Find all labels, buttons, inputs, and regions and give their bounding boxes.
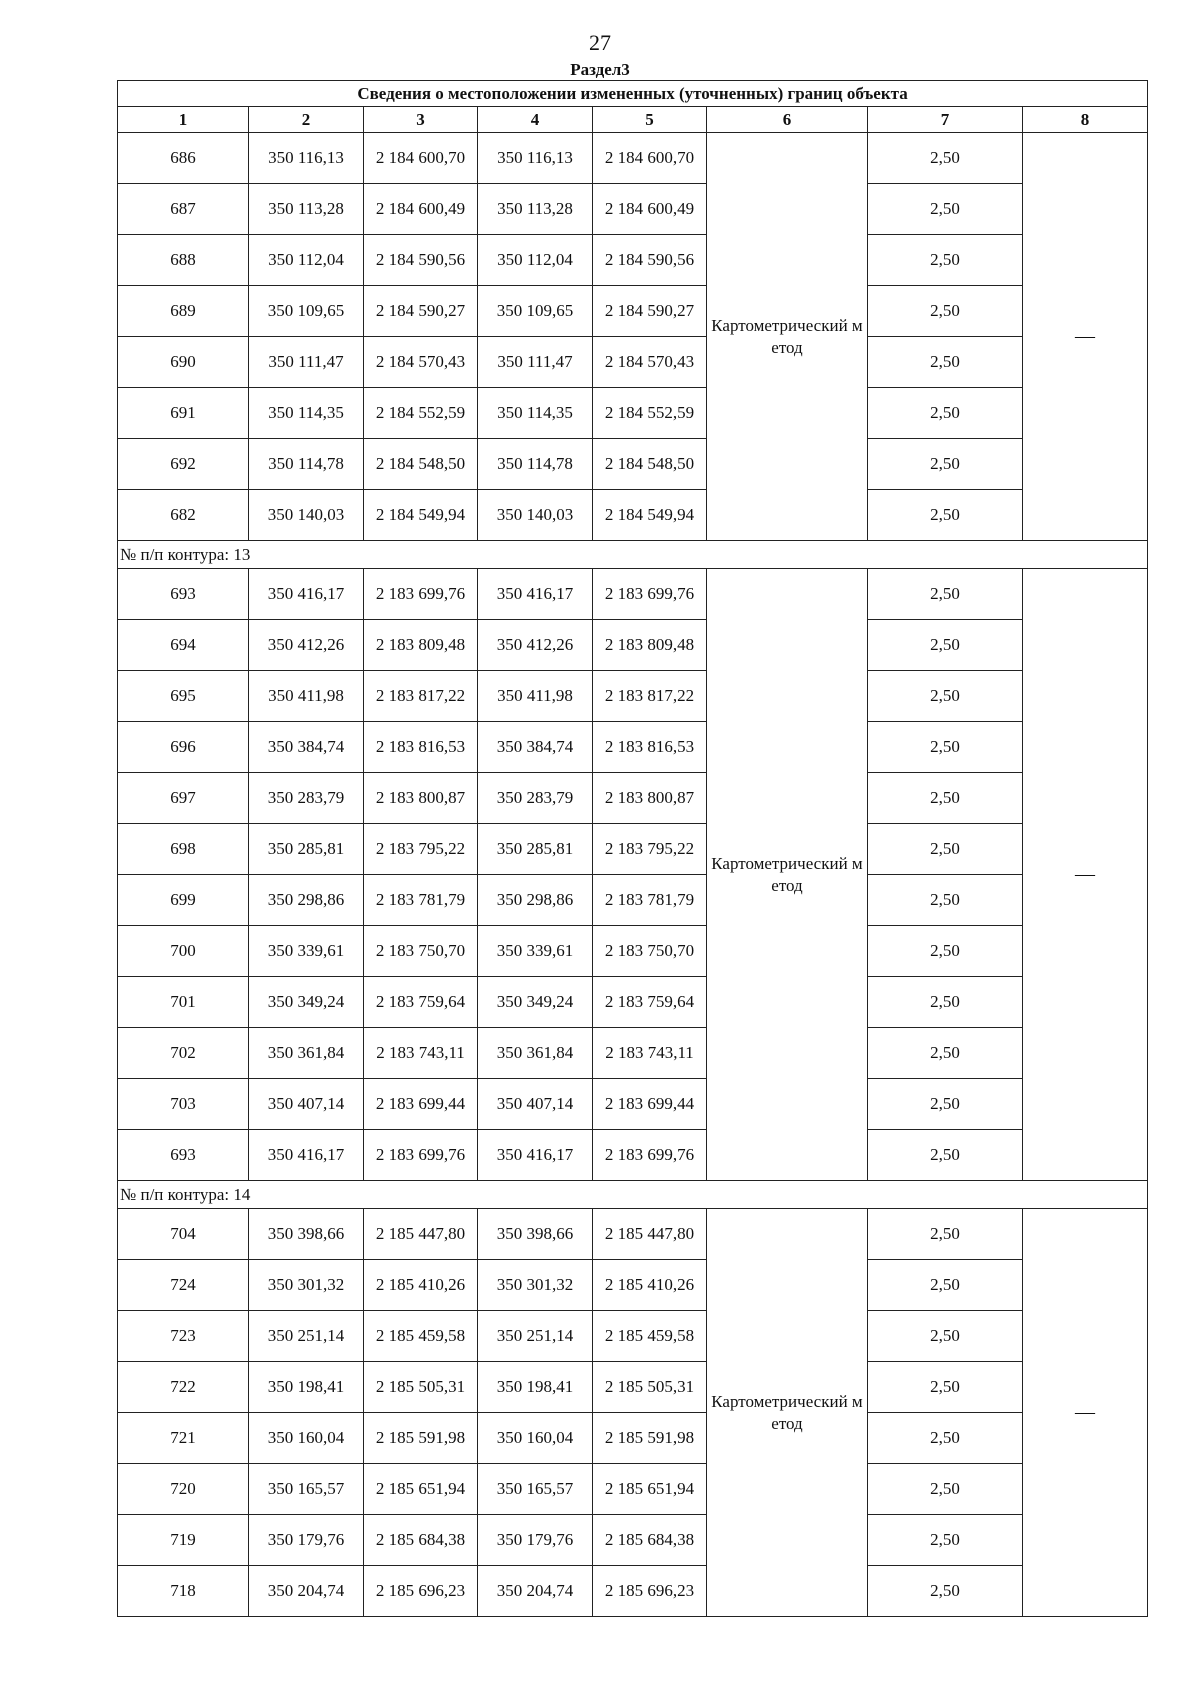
table-cell: 350 116,13 <box>249 133 364 184</box>
table-cell: 2 183 759,64 <box>593 977 707 1028</box>
table-cell: 2,50 <box>868 1464 1023 1515</box>
table-cell: 2 183 699,76 <box>593 569 707 620</box>
table-cell: 2 184 549,94 <box>593 490 707 541</box>
table-row <box>118 439 1148 490</box>
table-cell: 350 204,74 <box>478 1566 593 1617</box>
col8-cell: — <box>1023 569 1148 1181</box>
table-cell: 724 <box>118 1260 249 1311</box>
table-cell: 2 185 696,23 <box>593 1566 707 1617</box>
table-cell: 2,50 <box>868 620 1023 671</box>
table-cell: 350 416,17 <box>249 569 364 620</box>
table-cell: 2 183 795,22 <box>364 824 478 875</box>
table-cell: 2,50 <box>868 1209 1023 1260</box>
column-header: 8 <box>1023 107 1148 133</box>
table-row <box>118 620 1148 671</box>
table-cell: 2 185 410,26 <box>593 1260 707 1311</box>
table-cell: 701 <box>118 977 249 1028</box>
table-cell: 2 183 699,44 <box>364 1079 478 1130</box>
column-header: 7 <box>868 107 1023 133</box>
table-cell: 694 <box>118 620 249 671</box>
table-cell: 2,50 <box>868 1079 1023 1130</box>
table-row <box>118 490 1148 541</box>
table-cell: 2 185 459,58 <box>364 1311 478 1362</box>
table-cell: 2,50 <box>868 337 1023 388</box>
table-cell: 2,50 <box>868 1130 1023 1181</box>
table-cell: 2 183 816,53 <box>364 722 478 773</box>
boundary-coordinates-table <box>117 80 1148 1617</box>
table-cell: 350 114,78 <box>478 439 593 490</box>
table-cell: 350 198,41 <box>478 1362 593 1413</box>
table-cell: 350 113,28 <box>249 184 364 235</box>
table-cell: 2,50 <box>868 1413 1023 1464</box>
table-cell: 350 111,47 <box>249 337 364 388</box>
table-cell: 698 <box>118 824 249 875</box>
section-title: Раздел3 <box>570 60 630 79</box>
table-cell: 2 185 591,98 <box>593 1413 707 1464</box>
table-cell: 2,50 <box>868 671 1023 722</box>
table-cell: 350 384,74 <box>478 722 593 773</box>
table-cell: 2 183 699,44 <box>593 1079 707 1130</box>
table-caption-row <box>118 81 1148 107</box>
column-header: 2 <box>249 107 364 133</box>
table-cell: 686 <box>118 133 249 184</box>
table-cell: 2 184 600,70 <box>364 133 478 184</box>
table-cell: 350 301,32 <box>478 1260 593 1311</box>
table-cell: 696 <box>118 722 249 773</box>
table-cell: 2 185 410,26 <box>364 1260 478 1311</box>
table-cell: 2,50 <box>868 1515 1023 1566</box>
table-cell: 2 185 684,38 <box>364 1515 478 1566</box>
table-cell: 697 <box>118 773 249 824</box>
table-cell: 703 <box>118 1079 249 1130</box>
table-cell: 350 416,17 <box>478 1130 593 1181</box>
table-cell: 350 198,41 <box>249 1362 364 1413</box>
table-cell: 2,50 <box>868 439 1023 490</box>
table-cell: 350 116,13 <box>478 133 593 184</box>
table-row <box>118 1515 1148 1566</box>
table-cell: 2 185 651,94 <box>364 1464 478 1515</box>
table-cell: 2 183 759,64 <box>364 977 478 1028</box>
table-cell: 350 114,78 <box>249 439 364 490</box>
table-cell: 350 398,66 <box>249 1209 364 1260</box>
table-row <box>118 824 1148 875</box>
column-header-row <box>118 107 1148 133</box>
table-cell: 350 160,04 <box>249 1413 364 1464</box>
table-cell: 2 183 795,22 <box>593 824 707 875</box>
table-cell: 2,50 <box>868 388 1023 439</box>
table-row <box>118 1028 1148 1079</box>
table-cell: 2 185 684,38 <box>593 1515 707 1566</box>
table-cell: 2 184 600,49 <box>364 184 478 235</box>
table-cell: 350 112,04 <box>478 235 593 286</box>
table-cell: 720 <box>118 1464 249 1515</box>
contour-label: № п/п контура: 13 <box>118 541 1148 569</box>
table-cell: 350 114,35 <box>478 388 593 439</box>
table-row <box>118 1464 1148 1515</box>
table-cell: 2 184 570,43 <box>364 337 478 388</box>
column-header: 5 <box>593 107 707 133</box>
col8-cell: — <box>1023 133 1148 541</box>
boundary-table-wrapper <box>117 80 1147 1617</box>
table-cell: 702 <box>118 1028 249 1079</box>
table-cell: 350 361,84 <box>478 1028 593 1079</box>
table-cell: 2 183 699,76 <box>364 569 478 620</box>
table-cell: 2 185 447,80 <box>364 1209 478 1260</box>
table-cell: 2,50 <box>868 824 1023 875</box>
table-cell: 350 339,61 <box>249 926 364 977</box>
table-cell: 692 <box>118 439 249 490</box>
table-cell: 682 <box>118 490 249 541</box>
table-cell: 350 412,26 <box>249 620 364 671</box>
table-cell: 689 <box>118 286 249 337</box>
table-cell: 2 183 816,53 <box>593 722 707 773</box>
table-cell: 350 407,14 <box>478 1079 593 1130</box>
table-cell: 2 184 570,43 <box>593 337 707 388</box>
table-row <box>118 1130 1148 1181</box>
table-cell: 719 <box>118 1515 249 1566</box>
table-cell: 350 140,03 <box>249 490 364 541</box>
table-row <box>118 773 1148 824</box>
table-cell: 350 204,74 <box>249 1566 364 1617</box>
table-row <box>118 875 1148 926</box>
table-cell: 2,50 <box>868 235 1023 286</box>
table-cell: 2,50 <box>868 1566 1023 1617</box>
table-cell: 2 183 699,76 <box>593 1130 707 1181</box>
method-cell: Картометрический метод <box>707 1209 868 1617</box>
table-row <box>118 184 1148 235</box>
table-cell: 2 183 800,87 <box>364 773 478 824</box>
table-cell: 350 113,28 <box>478 184 593 235</box>
page-number: 27 <box>589 30 611 55</box>
table-row <box>118 235 1148 286</box>
table-row <box>118 722 1148 773</box>
table-row <box>118 337 1148 388</box>
column-header: 6 <box>707 107 868 133</box>
table-cell: 2 185 447,80 <box>593 1209 707 1260</box>
table-cell: 2,50 <box>868 1311 1023 1362</box>
table-cell: 2 185 459,58 <box>593 1311 707 1362</box>
table-cell: 350 283,79 <box>249 773 364 824</box>
table-row <box>118 926 1148 977</box>
table-cell: 2 185 651,94 <box>593 1464 707 1515</box>
table-cell: 2,50 <box>868 490 1023 541</box>
table-cell: 2,50 <box>868 1362 1023 1413</box>
table-cell: 2,50 <box>868 773 1023 824</box>
table-cell: 2 184 590,56 <box>593 235 707 286</box>
table-cell: 2 183 817,22 <box>593 671 707 722</box>
table-cell: 350 412,26 <box>478 620 593 671</box>
table-cell: 350 112,04 <box>249 235 364 286</box>
table-cell: 2 185 696,23 <box>364 1566 478 1617</box>
table-cell: 350 398,66 <box>478 1209 593 1260</box>
table-cell: 350 251,14 <box>478 1311 593 1362</box>
table-cell: 693 <box>118 1130 249 1181</box>
column-header: 3 <box>364 107 478 133</box>
table-cell: 2 184 600,70 <box>593 133 707 184</box>
table-cell: 350 411,98 <box>249 671 364 722</box>
table-cell: 2 183 817,22 <box>364 671 478 722</box>
table-row <box>118 1209 1148 1260</box>
table-cell: 2 184 552,59 <box>364 388 478 439</box>
table-row <box>118 1566 1148 1617</box>
table-cell: 722 <box>118 1362 249 1413</box>
table-cell: 350 109,65 <box>249 286 364 337</box>
table-cell: 2 183 699,76 <box>364 1130 478 1181</box>
table-cell: 350 285,81 <box>249 824 364 875</box>
table-cell: 2 183 781,79 <box>364 875 478 926</box>
table-cell: 693 <box>118 569 249 620</box>
table-row <box>118 286 1148 337</box>
table-cell: 350 179,76 <box>478 1515 593 1566</box>
table-cell: 2 185 505,31 <box>593 1362 707 1413</box>
table-cell: 2 184 549,94 <box>364 490 478 541</box>
table-cell: 2,50 <box>868 133 1023 184</box>
table-cell: 2 184 552,59 <box>593 388 707 439</box>
table-cell: 699 <box>118 875 249 926</box>
table-cell: 695 <box>118 671 249 722</box>
method-cell: Картометрический метод <box>707 569 868 1181</box>
table-cell: 350 179,76 <box>249 1515 364 1566</box>
table-row <box>118 1362 1148 1413</box>
table-cell: 2 184 590,27 <box>593 286 707 337</box>
table-cell: 690 <box>118 337 249 388</box>
contour-label-row <box>118 1181 1148 1209</box>
table-cell: 2 183 781,79 <box>593 875 707 926</box>
table-cell: 350 298,86 <box>478 875 593 926</box>
table-cell: 2,50 <box>868 722 1023 773</box>
method-cell: Картометрический метод <box>707 133 868 541</box>
table-cell: 350 298,86 <box>249 875 364 926</box>
table-cell: 350 165,57 <box>249 1464 364 1515</box>
contour-label-row <box>118 541 1148 569</box>
table-cell: 2 183 809,48 <box>364 620 478 671</box>
table-cell: 687 <box>118 184 249 235</box>
table-cell: 350 411,98 <box>478 671 593 722</box>
table-cell: 2 183 750,70 <box>364 926 478 977</box>
table-cell: 2 184 600,49 <box>593 184 707 235</box>
table-cell: 350 349,24 <box>478 977 593 1028</box>
table-cell: 350 349,24 <box>249 977 364 1028</box>
table-cell: 350 114,35 <box>249 388 364 439</box>
table-cell: 350 111,47 <box>478 337 593 388</box>
table-cell: 2,50 <box>868 875 1023 926</box>
table-row <box>118 1413 1148 1464</box>
table-cell: 350 283,79 <box>478 773 593 824</box>
table-row <box>118 133 1148 184</box>
table-cell: 350 361,84 <box>249 1028 364 1079</box>
table-cell: 350 407,14 <box>249 1079 364 1130</box>
column-header: 1 <box>118 107 249 133</box>
table-cell: 2 184 590,27 <box>364 286 478 337</box>
table-cell: 350 109,65 <box>478 286 593 337</box>
table-cell: 350 339,61 <box>478 926 593 977</box>
table-cell: 691 <box>118 388 249 439</box>
column-header: 4 <box>478 107 593 133</box>
table-cell: 2 185 591,98 <box>364 1413 478 1464</box>
table-row <box>118 977 1148 1028</box>
table-cell: 350 251,14 <box>249 1311 364 1362</box>
table-row <box>118 1260 1148 1311</box>
table-row <box>118 1079 1148 1130</box>
table-cell: 2 185 505,31 <box>364 1362 478 1413</box>
table-cell: 2 184 548,50 <box>593 439 707 490</box>
table-cell: 350 160,04 <box>478 1413 593 1464</box>
contour-label: № п/п контура: 14 <box>118 1181 1148 1209</box>
table-cell: 350 140,03 <box>478 490 593 541</box>
table-cell: 2 184 590,56 <box>364 235 478 286</box>
table-body <box>118 81 1148 1617</box>
table-cell: 688 <box>118 235 249 286</box>
table-cell: 2 184 548,50 <box>364 439 478 490</box>
table-cell: 2,50 <box>868 1260 1023 1311</box>
table-cell: 350 165,57 <box>478 1464 593 1515</box>
table-row <box>118 671 1148 722</box>
table-cell: 350 301,32 <box>249 1260 364 1311</box>
table-cell: 2,50 <box>868 1028 1023 1079</box>
table-cell: 700 <box>118 926 249 977</box>
table-cell: 2 183 800,87 <box>593 773 707 824</box>
table-cell: 2,50 <box>868 286 1023 337</box>
table-cell: 2,50 <box>868 977 1023 1028</box>
table-cell: 718 <box>118 1566 249 1617</box>
table-cell: 2 183 750,70 <box>593 926 707 977</box>
table-cell: 2,50 <box>868 184 1023 235</box>
table-cell: 350 384,74 <box>249 722 364 773</box>
table-cell: 2 183 809,48 <box>593 620 707 671</box>
table-cell: 2,50 <box>868 569 1023 620</box>
table-row <box>118 569 1148 620</box>
table-cell: 2 183 743,11 <box>593 1028 707 1079</box>
table-cell: 350 285,81 <box>478 824 593 875</box>
table-cell: 2 183 743,11 <box>364 1028 478 1079</box>
table-row <box>118 1311 1148 1362</box>
table-caption: Сведения о местоположении измененных (уточненных) границ объекта <box>118 81 1148 107</box>
table-cell: 721 <box>118 1413 249 1464</box>
table-cell: 350 416,17 <box>249 1130 364 1181</box>
table-cell: 704 <box>118 1209 249 1260</box>
table-cell: 723 <box>118 1311 249 1362</box>
col8-cell: — <box>1023 1209 1148 1617</box>
table-row <box>118 388 1148 439</box>
table-cell: 2,50 <box>868 926 1023 977</box>
table-cell: 350 416,17 <box>478 569 593 620</box>
